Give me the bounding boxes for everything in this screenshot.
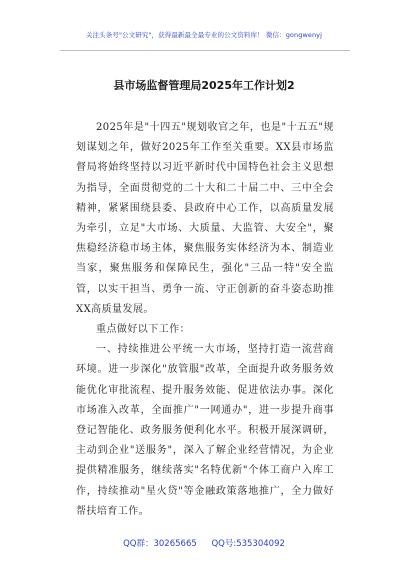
promo-banner: 关注头条号"公文研究"，获得最新最全最专业的公文资料库！ 微信：gongwenyj xyxy=(85,31,323,39)
body-paragraph-lead: 重点做好以下工作： xyxy=(96,324,191,336)
qq-number: QQ号:535304092 xyxy=(211,539,285,549)
header-divider xyxy=(60,50,350,51)
document-title: 县市场监督管理局2025年工作计划2 xyxy=(113,79,295,92)
body-paragraph-intro: 2025年是"十四五"规划收官之年，也是"十五五"规划谋划之年，做好2025年工作至关重要。XX县市场监督局将始终坚持以习近平新时代中国特色社会主义思想为指导，全面贯彻党的二十大和二十届二中、三中全会精神，紧紧围绕县委、县政府中心工作，以高质量发展为牵引，立足"大市场、大质量、大监管、大安全"，聚焦稳经济稳市场主体，聚焦服务实体经济为本、制造业当家，聚焦服务和保障民生，强化"三品一特"安全监管，以实干担当、勇争一流、守正创新的奋斗姿态助推XX高质量发展。 xyxy=(76,122,334,315)
body-paragraph-item-1: 一、持续推进公平统一大市场，坚持打造一流营商环境。进一步深化"放管服"改革，全面提升政务服务效能优化审批流程、提升服务效能、促进依法办事。深化市场准入改革，全面推广"一网通办"，进一步提升商事登记智能化、政务服务便利化水平。积极开展深调研，主动到企业"送服务"，深入了解企业经营情况，为企业提供精准服务，继续落实"名特优新"个体工商户入库工作，持续推动"星火贷"等金融政策落地推广，全力做好帮扶培育工作。 xyxy=(76,344,334,517)
contact-footer xyxy=(0,537,408,549)
document-body xyxy=(76,118,334,522)
qq-group: QQ群：30265665 xyxy=(123,539,197,549)
